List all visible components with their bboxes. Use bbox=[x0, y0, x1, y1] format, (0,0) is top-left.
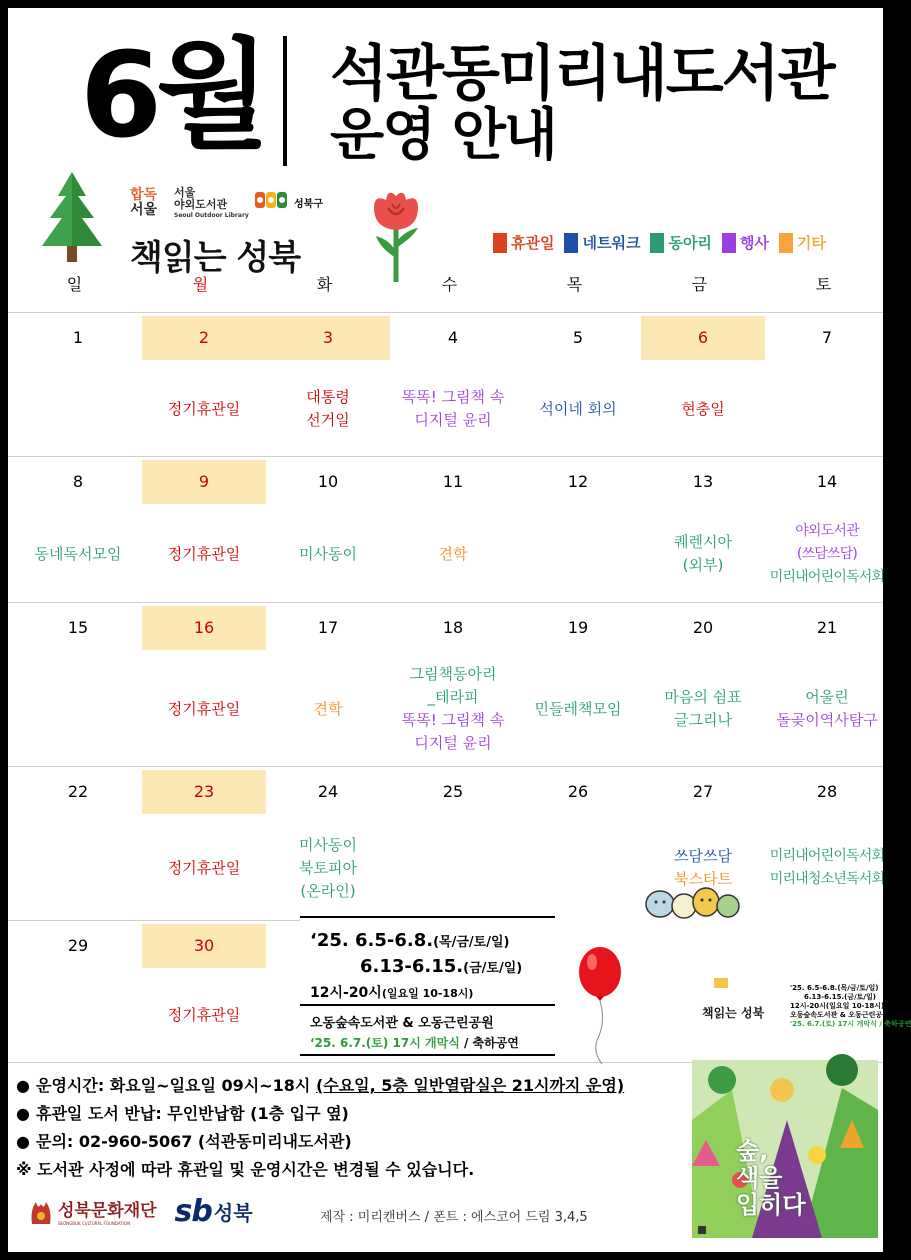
legend-label: 행사 bbox=[739, 234, 769, 252]
calendar-date: 24 bbox=[317, 782, 339, 801]
calendar-event: 퀘렌시아 (외부) bbox=[674, 533, 732, 574]
calendar-date: 13 bbox=[692, 472, 714, 491]
legend-label: 기타 bbox=[796, 234, 826, 252]
week-divider bbox=[8, 456, 883, 457]
week-divider bbox=[8, 920, 300, 921]
calendar-date: 19 bbox=[567, 618, 589, 637]
weekday-label: 월 bbox=[192, 275, 209, 294]
legend-item bbox=[564, 232, 640, 253]
calendar-date: 10 bbox=[317, 472, 339, 491]
calendar-event: 정기휴관일 bbox=[167, 858, 241, 877]
calendar-event: 그림책동아리 _테라피 똑똑! 그림책 속 디지털 윤리 bbox=[401, 665, 505, 752]
legend-label: 동아리 bbox=[668, 234, 712, 252]
legend-label: 휴관일 bbox=[511, 234, 555, 252]
category-legend bbox=[493, 232, 826, 253]
calendar-date: 26 bbox=[567, 782, 589, 801]
calendar-event: 동네독서모임 bbox=[34, 544, 122, 563]
promo-hours: 12시-20시(일요일 10-18시) bbox=[310, 985, 474, 1001]
calendar-date: 23 bbox=[142, 770, 266, 814]
calendar-date: 5 bbox=[572, 328, 584, 347]
calendar-event: 쓰담쓰담 북스타트 bbox=[674, 847, 732, 888]
legend-item bbox=[650, 232, 711, 253]
calendar-date: 15 bbox=[67, 618, 89, 637]
calendar-event: 똑똑! 그림책 속 디지털 윤리 bbox=[401, 388, 505, 429]
calendar-date: 9 bbox=[142, 460, 266, 504]
week-divider bbox=[8, 602, 883, 603]
calendar-event: 견학 bbox=[438, 544, 468, 563]
calendar-event: 대통령 선거일 bbox=[306, 388, 350, 429]
sponsor-logos bbox=[28, 1194, 253, 1228]
calendar-date: 6 bbox=[641, 316, 765, 360]
calendar-date: 28 bbox=[816, 782, 838, 801]
calendar-date: 1 bbox=[72, 328, 84, 347]
calendar-event: 정기휴관일 bbox=[167, 399, 241, 418]
foundation-logo: 성북문화재단 SEONGBUK CULTURAL FOUNDATION bbox=[58, 1201, 157, 1226]
calendar-event: 정기휴관일 bbox=[167, 1005, 241, 1024]
operating-info bbox=[16, 1072, 624, 1184]
event-poster-thumbnail bbox=[692, 970, 911, 1238]
legend-swatch bbox=[564, 233, 578, 253]
info-return: ● 휴관일 도서 반납: 무인반납함 (1층 입구 옆) bbox=[16, 1104, 349, 1123]
calendar-event: 미사동이 bbox=[299, 544, 357, 563]
calendar-event: 정기휴관일 bbox=[167, 699, 241, 718]
info-hours: ● 운영시간: 화요일~일요일 09시~18시 (수요일, 5층 일반열람실은 21시까지 운영) bbox=[16, 1076, 625, 1095]
weekday-label: 금 bbox=[691, 275, 708, 294]
promo-date-1: ‘25. 6.5-6.8.(목/금/토/일) bbox=[310, 930, 510, 951]
bookstart-characters-icon bbox=[642, 880, 742, 920]
calendar-event: 미사동이 북토피아 (온라인) bbox=[299, 835, 357, 900]
info-contact: ● 문의: 02-960-5067 (석관동미리내도서관) bbox=[16, 1132, 352, 1151]
calendar-date: 11 bbox=[442, 472, 464, 491]
week-divider bbox=[8, 312, 883, 313]
legend-item bbox=[722, 232, 769, 253]
calendar-date: 18 bbox=[442, 618, 464, 637]
legend-item bbox=[779, 232, 826, 253]
month-title: 6월 bbox=[80, 26, 265, 164]
pine-tree-icon bbox=[36, 170, 108, 266]
foundation-logo-icon bbox=[28, 1196, 54, 1226]
calendar-date: 21 bbox=[816, 618, 838, 637]
header-divider bbox=[283, 36, 287, 166]
calendar-date: 27 bbox=[692, 782, 714, 801]
hapdong-seoul-logo: 합독 서울 bbox=[130, 187, 158, 218]
calendar-event: 민들레책모임 bbox=[534, 699, 622, 718]
calendar-date: 4 bbox=[447, 328, 459, 347]
legend-swatch bbox=[493, 233, 507, 253]
calendar-event: 어울린 돌곶이역사탐구 bbox=[776, 688, 878, 729]
production-credit: 제작 : 미리캔버스 / 폰트 : 에스코어 드림 3,4,5 bbox=[320, 1210, 588, 1225]
slogan-reading-seongbuk: 책읽는 성북 bbox=[130, 238, 301, 278]
sb-seongbuk-logo: sb 성북 bbox=[174, 1193, 253, 1229]
promo-date-2: 6.13-6.15.(금/토/일) bbox=[360, 956, 523, 977]
legend-item bbox=[493, 232, 554, 253]
calendar-date: 22 bbox=[67, 782, 89, 801]
legend-swatch bbox=[650, 233, 664, 253]
calendar-date: 16 bbox=[142, 606, 266, 650]
promo-opening: ‘25. 6.7.(토) 17시 개막식 / 축하공연 bbox=[310, 1036, 519, 1050]
weekday-label: 목 bbox=[566, 275, 583, 294]
calendar-date: 2 bbox=[142, 316, 266, 360]
weekday-label: 화 bbox=[316, 275, 333, 294]
subtitle: 운영 안내 bbox=[330, 103, 556, 168]
balloon-icon bbox=[576, 946, 624, 1066]
calendar-date: 8 bbox=[72, 472, 84, 491]
poster-details: '25. 6.5-6.8.(목/금/토/일) 6.13-6.15.(금/토/일) 12시-20시(일요일 10-18시) 오동숲속도서관 & 오동근린공원 '25. 6.7.(토) 17시 개막식 / 축하공연 bbox=[790, 984, 911, 1028]
week-divider bbox=[8, 766, 883, 767]
info-notice: ※ 도서관 사정에 따라 휴관일 및 운영시간은 변경될 수 있습니다. bbox=[16, 1160, 475, 1179]
outdoor-library-promo bbox=[300, 916, 560, 1056]
calendar-event: 석이네 회의 bbox=[539, 399, 617, 418]
legend-label: 네트워크 bbox=[582, 234, 641, 252]
outdoor-library-name: 서울 야외도서관 bbox=[174, 186, 228, 211]
poster-slogan: 책읽는 성북 bbox=[702, 1006, 765, 1020]
calendar-date: 30 bbox=[142, 924, 266, 968]
library-title: 석관동미리내도서관 bbox=[330, 39, 834, 109]
seoul-outdoor-library-logo: 서울 야외도서관 성북구 Seoul Outdoor Library bbox=[174, 186, 323, 219]
weekday-label: 토 bbox=[815, 275, 832, 294]
calendar-date: 20 bbox=[692, 618, 714, 637]
calendar-date: 14 bbox=[816, 472, 838, 491]
legend-swatch bbox=[722, 233, 736, 253]
calendar-date: 12 bbox=[567, 472, 589, 491]
poster-page bbox=[8, 8, 911, 1252]
calendar-event: 현충일 bbox=[681, 399, 725, 418]
promo-venue: 오동숲속도서관 & 오동근린공원 bbox=[310, 1016, 494, 1031]
calendar-date: 17 bbox=[317, 618, 339, 637]
calendar-event: 미리내어린이독서회 미리내청소년독서회 bbox=[769, 848, 885, 887]
calendar-date: 29 bbox=[67, 936, 89, 955]
flower-icon bbox=[366, 186, 426, 286]
calendar-event: 견학 bbox=[313, 699, 343, 718]
calendar-date: 3 bbox=[266, 316, 390, 360]
calendar-event: 마음의 쉼표 글그리나 bbox=[664, 688, 742, 729]
calendar-date: 25 bbox=[442, 782, 464, 801]
book-logo-icon bbox=[254, 189, 288, 211]
weekday-label: 수 bbox=[441, 275, 458, 294]
calendar-event: 정기휴관일 bbox=[167, 544, 241, 563]
legend-swatch bbox=[779, 233, 793, 253]
weekday-label: 일 bbox=[66, 275, 83, 294]
calendar-date: 7 bbox=[821, 328, 833, 347]
calendar-event: 야외도서관 (쓰담쓰담) 미리내어린이독서회 bbox=[769, 522, 885, 585]
poster-headline: 숲, 색을 입히다 bbox=[736, 1137, 806, 1219]
